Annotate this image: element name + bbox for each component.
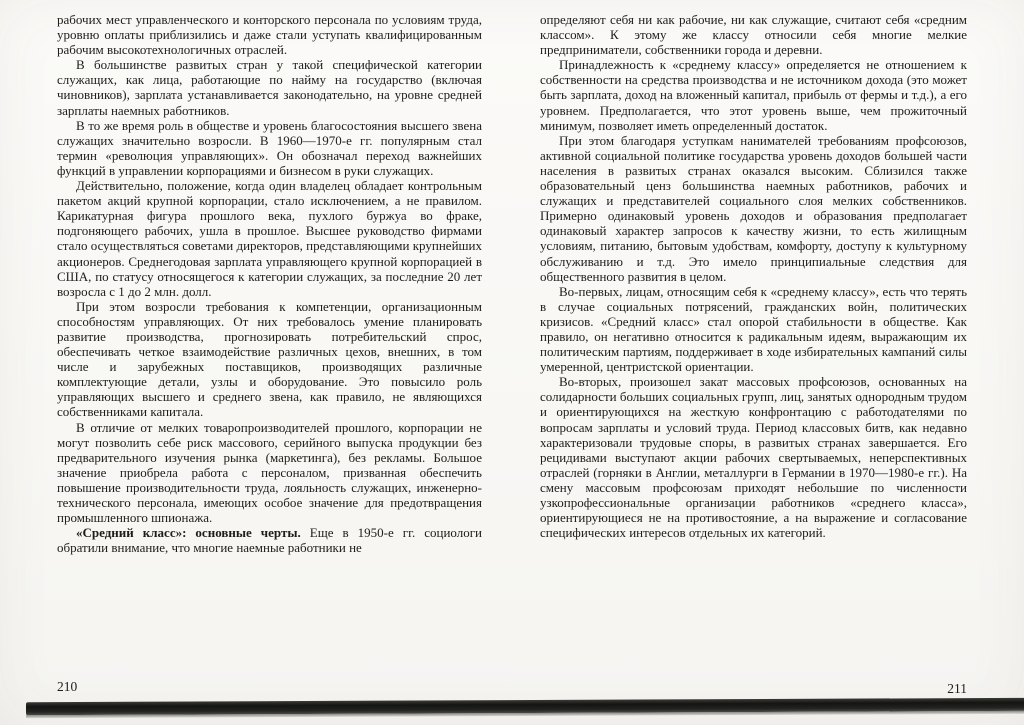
paragraph: При этом благодаря уступкам нанимателей требованиям профсоюзов, активной социальной политике государства уровень доходов большей части населения в развитых странах оказался высоким. Сблизился также образовательный ценз большинства наемных работников, рабочих и служащих и представителей социального слоя мелких собственников. Примерно одинаковый уровень доходов и образования предполагает одинаковый характер запросов к качеству жизни, то есть жилищным условиям, питанию, бытовым удобствам, комфорту, доступу к культурному обслуживанию и т.д. Это имело принципиальные следствия для общественного развития в целом.	[540, 132, 967, 284]
section-heading-inline: «Средний класс»: основные черты.	[76, 525, 301, 541]
paragraph: Принадлежность к «среднему классу» определяется не отношением к собственности на средства производства и не источником дохода (это может быть зарплата, доход на вложенный капитал, прибыль от фермы и т.д.), а его уровнем. Предполагается, что этот уровень выше, чем прожиточный минимум, позволяет иметь определенный достаток.	[540, 57, 967, 133]
right-page	[540, 12, 967, 540]
page-number-right: 211	[947, 681, 967, 696]
paragraph: При этом возросли требования к компетенции, организационным способностям управляющих. От них требовалось умение планировать развитие производства, прогнозировать потребительский спрос, обеспечивать четкое взаимодействие различных цехов, внешних, в том числе и зарубежных поставщиков, производящих различные комплектующие детали, узлы и оборудование. Это повысило роль управляющих высшего и среднего звена, как правило, не являющихся собственниками капитала.	[57, 298, 482, 420]
paragraph: рабочих мест управленческого и конторского персонала по условиям труда, уровню оплаты приблизились и даже стали уступать квалифицированным рабочим высокотехнологичных отраслей.	[57, 12, 482, 58]
paragraph: В то же время роль в обществе и уровень благосостояния высшего звена служащих значительно возросли. В 1960—1970-е гг. популярным стал термин «революция управляющих». Он обозначал переход важнейших функций в управлении корпорациями и бизнесом в руки служащих.	[57, 117, 482, 178]
paragraph-text: Еще в 1950-е гг. социологи обратили внимание, что многие наемные работники не	[57, 525, 482, 556]
paragraph: Во-вторых, произошел закат массовых профсоюзов, основанных на солидарности больших социальных групп, лиц, занятых однородным трудом и ориентирующихся на жесткую конфронтацию с работодателями по вопросам зарплаты и условий труда. Период классовых битв, как недавно характеризовали трудовые споры, в развитых странах завершается. Его рецидивами выступают акции рабочих свертываемых, неперспективных отраслей (горняки в Англии, металлурги в Германии в 1970—1980-е гг.). На смену массовым профсоюзам приходят небольшие по численности узкопрофессиональные организации работников «среднего класса», ориентирующиеся не на противостояние, а на выражение и согласование специфических интересов отдельных их категорий.	[540, 374, 967, 541]
left-page	[57, 12, 482, 555]
paragraph: В отличие от мелких товаропроизводителей прошлого, корпорации не могут позволить себе риск массового, серийного выпуска продукции без предварительного изучения рынка (маркетинга), без рекламы. Большое значение приобрела работа с персоналом, призванная обеспечить повышение производительности труда, лояльность служащих, инженерно-технического персонала, имеющих особое значение для предотвращения промышленного шпионажа.	[57, 419, 482, 526]
paragraph	[57, 525, 482, 555]
paragraph: В большинстве развитых стран у такой специфической категории служащих, как лица, работающие по найму на государство (включая чиновников), зарплата устанавливается законодательно, на уровне средней зарплаты наемных работников.	[57, 57, 482, 118]
paragraph: Действительно, положение, когда один владелец обладает контрольным пакетом акций крупной корпорации, стало исключением, а не правилом. Карикатурная фигура прошлого века, пухлого буржуа во фраке, подгоняющего рабочих, ушла в прошлое. Высшее руководство фирмами стало осуществляться советами директоров, представляющими крупнейших акционеров. Среднегодовая зарплата управляющего крупной корпорацией в США, по статусу относящегося к категории служащих, за последние 20 лет возросла с 1 до 2 млн. долл.	[57, 178, 482, 299]
page-number-left: 210	[57, 679, 78, 694]
paragraph: Во-первых, лицам, относящим себя к «среднему классу», есть что терять в случае социальных потрясений, гражданских войн, политических кризисов. «Средний класс» стал опорой стабильности в обществе. Как правило, он негативно относится к радикальным идеям, выражающим их политическим партиям, поддерживает в ходе избирательных кампаний силы умеренной, центристской ориентации.	[540, 283, 967, 375]
paragraph: определяют себя ни как рабочие, ни как служащие, считают себя «средним классом». К этому же классу относили себя многие мелкие предприниматели, собственники города и деревни.	[540, 12, 967, 58]
